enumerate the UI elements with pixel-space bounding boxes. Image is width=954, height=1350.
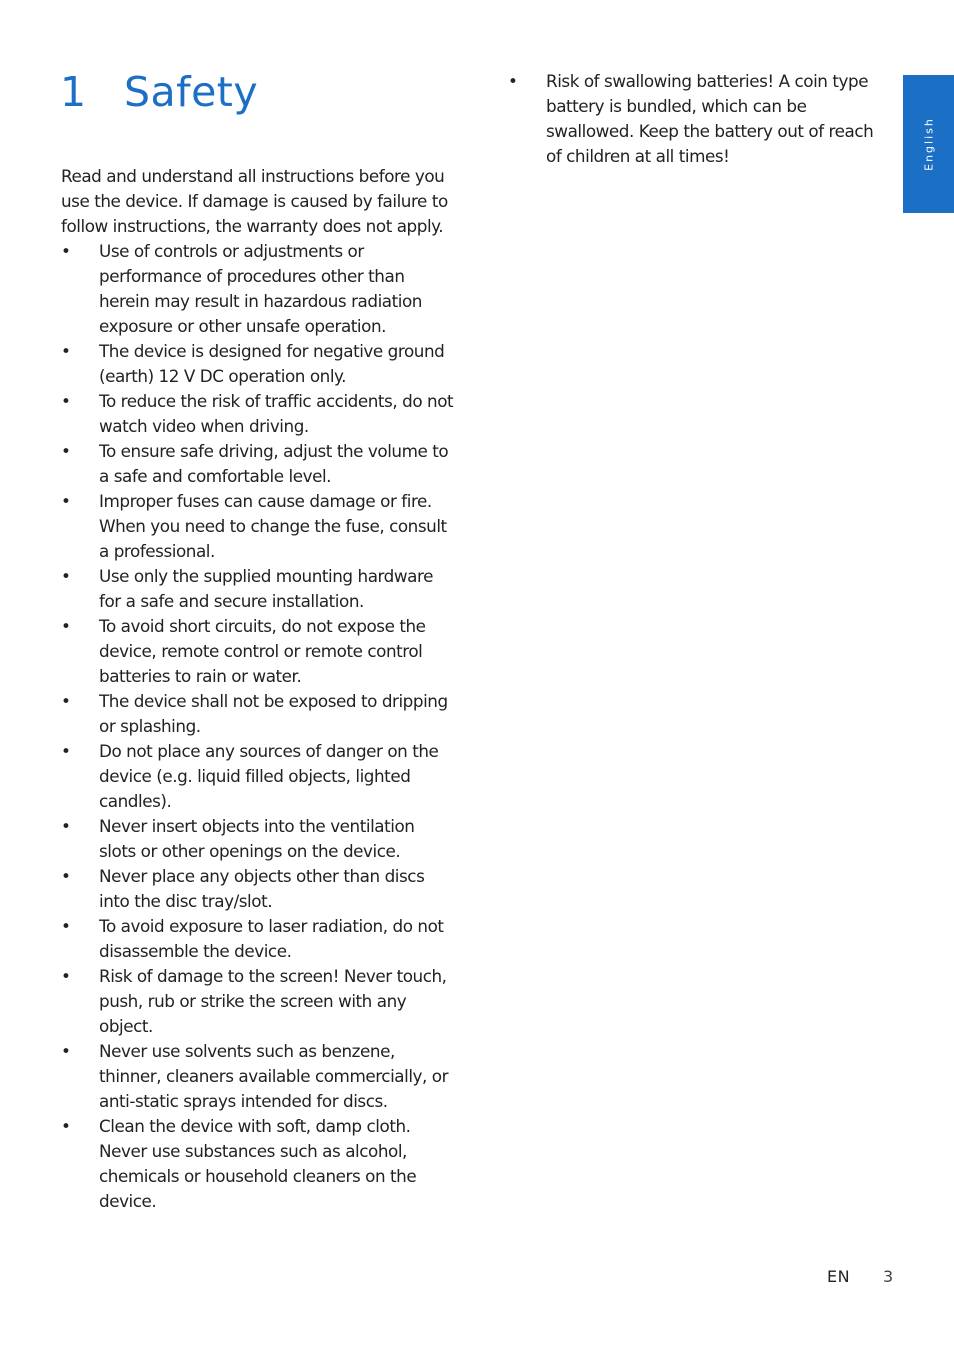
bullet-icon: • xyxy=(61,441,71,461)
bullet-icon: • xyxy=(61,1116,71,1136)
list-item-text: Never place any objects other than discs into the disc tray/slot. xyxy=(99,866,425,911)
right-column xyxy=(508,69,888,169)
bullet-icon: • xyxy=(61,491,71,511)
safety-list-left xyxy=(61,239,456,1214)
left-column xyxy=(61,164,456,1214)
page-title xyxy=(60,66,258,118)
bullet-icon: • xyxy=(61,691,71,711)
language-tab-label: English xyxy=(922,117,935,171)
list-item xyxy=(61,389,456,439)
list-item xyxy=(61,914,456,964)
chapter-title: Safety xyxy=(124,68,259,116)
chapter-number: 1 xyxy=(60,68,87,116)
list-item-text: To ensure safe driving, adjust the volume to a safe and comfortable level. xyxy=(99,441,449,486)
list-item-text: Never insert objects into the ventilation slots or other openings on the device. xyxy=(99,816,415,861)
bullet-icon: • xyxy=(61,916,71,936)
list-item-text: The device shall not be exposed to dripping or splashing. xyxy=(99,691,448,736)
list-item-text: Use of controls or adjustments or performance of procedures other than herein may result in hazardous radiation exposure or other unsafe operation. xyxy=(99,241,422,336)
list-item-text: Clean the device with soft, damp cloth. Never use substances such as alcohol, chemicals or household cleaners on the device. xyxy=(99,1116,417,1211)
list-item xyxy=(61,1114,456,1214)
list-item xyxy=(61,614,456,689)
list-item xyxy=(61,339,456,389)
bullet-icon: • xyxy=(61,391,71,411)
list-item-text: Never use solvents such as benzene, thinner, cleaners available commercially, or anti-static sprays intended for discs. xyxy=(99,1041,449,1111)
list-item xyxy=(508,69,888,169)
footer-language: EN xyxy=(827,1267,851,1286)
list-item-text: Improper fuses can cause damage or fire. When you need to change the fuse, consult a professional. xyxy=(99,491,447,561)
list-item-text: Risk of swallowing batteries! A coin type battery is bundled, which can be swallowed. Keep the battery out of reach of children at all times! xyxy=(546,71,874,166)
list-item xyxy=(61,439,456,489)
bullet-icon: • xyxy=(61,1041,71,1061)
bullet-icon: • xyxy=(61,966,71,986)
list-item xyxy=(61,739,456,814)
list-item xyxy=(61,814,456,864)
list-item xyxy=(61,489,456,564)
list-item xyxy=(61,564,456,614)
bullet-icon: • xyxy=(61,566,71,586)
list-item xyxy=(61,864,456,914)
list-item xyxy=(61,964,456,1039)
list-item xyxy=(61,689,456,739)
intro-paragraph: Read and understand all instructions before you use the device. If damage is caused by failure to follow instructions, the warranty does not apply. xyxy=(61,166,448,236)
list-item-text: The device is designed for negative ground (earth) 12 V DC operation only. xyxy=(99,341,445,386)
bullet-icon: • xyxy=(61,241,71,261)
list-item-text: Risk of damage to the screen! Never touch, push, rub or strike the screen with any object. xyxy=(99,966,447,1036)
list-item-text: To reduce the risk of traffic accidents, do not watch video when driving. xyxy=(99,391,454,436)
bullet-icon: • xyxy=(61,616,71,636)
list-item xyxy=(61,239,456,339)
list-item-text: To avoid exposure to laser radiation, do not disassemble the device. xyxy=(99,916,444,961)
list-item-text: To avoid short circuits, do not expose the device, remote control or remote control batteries to rain or water. xyxy=(99,616,426,686)
bullet-icon: • xyxy=(61,866,71,886)
page-number: 3 xyxy=(883,1267,894,1286)
bullet-icon: • xyxy=(61,341,71,361)
list-item-text: Do not place any sources of danger on the device (e.g. liquid filled objects, lighted candles). xyxy=(99,741,439,811)
bullet-icon: • xyxy=(508,71,518,91)
language-side-tab xyxy=(903,75,954,213)
bullet-icon: • xyxy=(61,741,71,761)
bullet-icon: • xyxy=(61,816,71,836)
list-item xyxy=(61,1039,456,1114)
list-item-text: Use only the supplied mounting hardware for a safe and secure installation. xyxy=(99,566,433,611)
safety-list-right xyxy=(508,69,888,169)
